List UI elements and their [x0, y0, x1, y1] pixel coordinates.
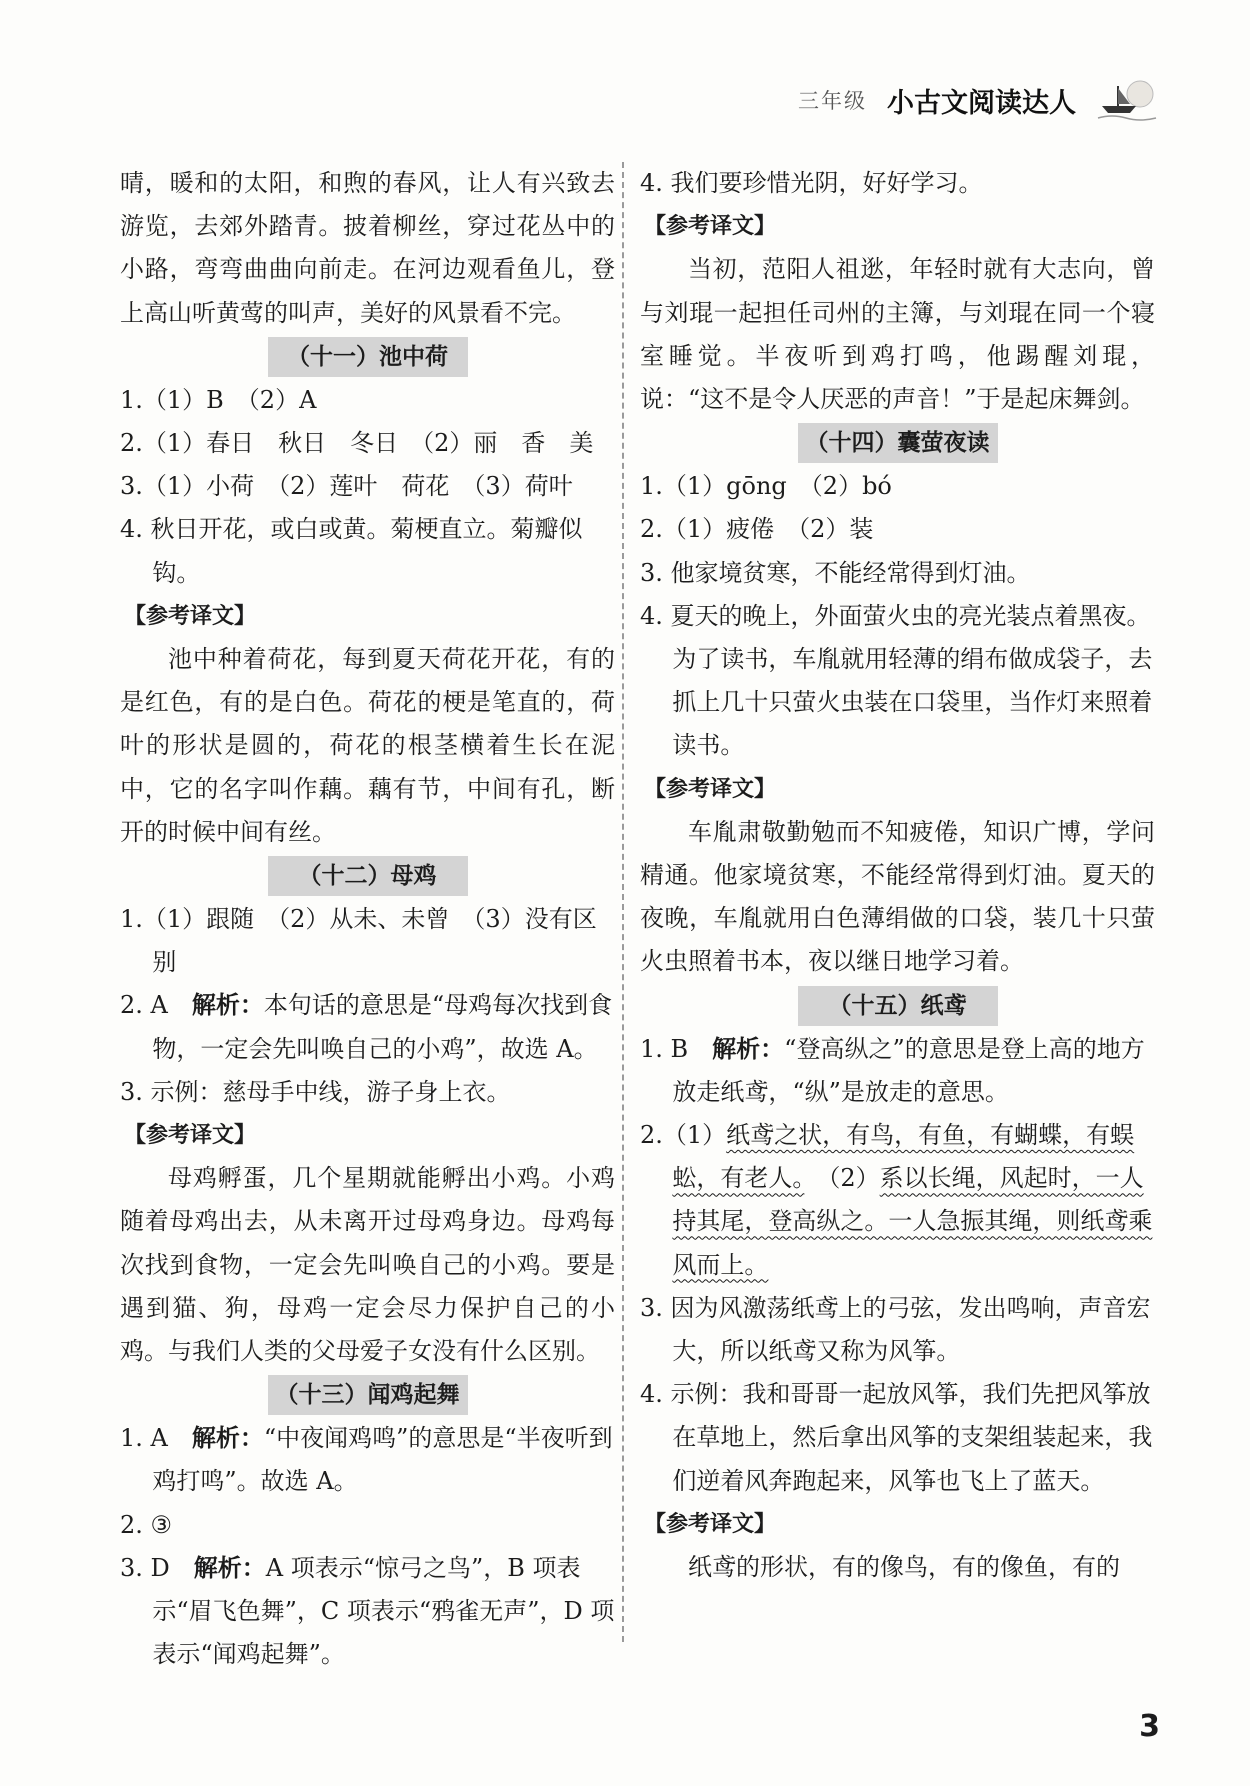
s15-answer-1-number: 1. B	[640, 1034, 713, 1063]
s14-reference-label: 【参考译文】	[644, 776, 777, 802]
s13-translation: 当初，范阳人祖逖，年轻时就有大志向，曾与刘琨一起担任司州的主簿，与刘琨在同一个寝室睡觉。半夜听到鸡打鸣，他踢醒刘琨，说：“这不是令人厌恶的声音！”于是起床舞剑。	[640, 255, 1155, 414]
s13-answer-1-number: 1. A	[120, 1424, 192, 1453]
analysis-label: 解析：	[193, 1553, 266, 1582]
section-13-title: （十三）闻鸡起舞	[268, 1375, 468, 1415]
intro-paragraph: 晴，暖和的太阳，和煦的春风，让人有兴致去游览，去郊外踏青。披着柳丝，穿过花丛中的小路，弯弯曲曲向前走。在河边观看鱼儿，登上高山听黄莺的叫声，美好的风景看不完。	[120, 169, 615, 327]
s14-answer-3: 3. 他家境贫寒，不能经常得到灯油。	[640, 558, 1031, 587]
boat-logo-icon	[1096, 76, 1160, 124]
s15-reference-label: 【参考译文】	[644, 1511, 777, 1537]
s13-answer-4: 4. 我们要珍惜光阴，好好学习。	[640, 169, 983, 197]
s15-answer-2-sub: （2）	[804, 1164, 880, 1193]
book-title: 小古文阅读达人	[887, 87, 1076, 119]
section-12-title: （十二）母鸡	[268, 856, 468, 896]
s14-answer-1: 1.（1）gōng （2）bó	[640, 472, 892, 501]
s12-answer-3: 3. 示例：慈母手中线，游子身上衣。	[120, 1077, 511, 1106]
s11-translation: 池中种着荷花，每到夏天荷花开花，有的是红色，有的是白色。荷花的梗是笔直的，荷叶的形状是圆的，荷花的根茎横着生长在泥中，它的名字叫作藕。藕有节，中间有孔，断开的时候中间有丝。	[120, 645, 615, 846]
s14-translation: 车胤肃敬勤勉而不知疲倦，知识广博，学问精通。他家境贫寒，不能经常得到灯油。夏天的夜晚，车胤就用白色薄绢做的口袋，装几十只萤火虫照着书本，夜以继日地学习着。	[640, 817, 1155, 976]
s12-translation: 母鸡孵蛋，几个星期就能孵出小鸡。小鸡随着母鸡出去，从未离开过母鸡身边。母鸡每次找到食物，一定会先叫唤自己的小鸡。要是遇到猫、狗，母鸡一定会尽力保护自己的小鸡。与我们人类的父母爱子女没有什么区别。	[120, 1164, 615, 1366]
s13-answer-3-text: A 项表示“惊弓之鸟”，B 项表示“眉飞色舞”，C 项表示“鸦雀无声”，D 项表示“闻鸡起舞”。	[152, 1553, 615, 1669]
grade-label: 三年级	[798, 89, 867, 113]
section-14-title: （十四）囊萤夜读	[798, 423, 998, 463]
s14-answer-4: 4. 夏天的晚上，外面萤火虫的亮光装点着黑夜。为了读书，车胤就用轻薄的绢布做成袋子，去抓上几十只萤火虫装在口袋里，当作灯来照着读书。	[640, 601, 1153, 760]
s12-answer-2-number: 2. A	[120, 991, 192, 1020]
underlined-quote-2: 系以长绳，风起时，一人持其尾，登高纵之。一人急振其绳，则纸鸢乘风而上。	[672, 1164, 1153, 1279]
s15-answer-4: 4. 示例：我和哥哥一起放风筝，我们先把风筝放在草地上，然后拿出风筝的支架组装起来，我们逆着风奔跑起来，风筝也飞上了蓝天。	[640, 1380, 1153, 1495]
s14-answer-2: 2.（1）疲倦 （2）装	[640, 515, 874, 544]
section-15-title: （十五）纸鸢	[798, 986, 998, 1026]
left-column	[120, 162, 615, 1677]
s12-answer-1: 1.（1）跟随 （2）从未、未曾 （3）没有区别	[120, 905, 597, 977]
s15-translation: 纸鸢的形状，有的像鸟，有的像鱼，有的	[688, 1553, 1120, 1582]
s11-answer-4: 4. 秋日开花，或白或黄。菊梗直立。菊瓣似钩。	[120, 515, 583, 587]
analysis-label: 解析：	[191, 991, 264, 1020]
s13-answer-1	[120, 1417, 615, 1503]
underlined-quote-1: 纸鸢之状，有鸟，有鱼，有蝴蝶，有蜈蚣，有老人。	[672, 1121, 1135, 1193]
analysis-label: 解析：	[191, 1424, 264, 1453]
s11-answer-1: 1.（1）B （2）A	[120, 385, 317, 414]
s12-answer-2	[120, 984, 615, 1070]
s15-answer-2-number: 2.（1）	[640, 1121, 727, 1150]
s15-answer-3: 3. 因为风激荡纸鸢上的弓弦，发出鸣响，声音宏大，所以纸鸢又称为风筝。	[640, 1293, 1151, 1366]
s12-answer-2-text: 本句话的意思是“母鸡每次找到食物，一定会先叫唤自己的小鸡”，故选 A。	[152, 991, 613, 1063]
page-number: 3	[1139, 1709, 1160, 1744]
s12-reference-label: 【参考译文】	[124, 1123, 257, 1149]
s13-answer-3	[120, 1547, 615, 1677]
s15-answer-2	[640, 1114, 1155, 1287]
s13-reference-label: 【参考译文】	[644, 214, 777, 240]
right-column	[640, 162, 1155, 1589]
column-divider	[622, 162, 624, 1642]
analysis-label: 解析：	[712, 1034, 785, 1063]
s13-answer-1-text: “中夜闻鸡鸣”的意思是“半夜听到鸡打鸣”。故选 A。	[152, 1424, 613, 1496]
s13-answer-3-number: 3. D	[120, 1553, 194, 1582]
section-11-title: （十一）池中荷	[268, 337, 468, 377]
s15-answer-1	[640, 1028, 1155, 1114]
s15-answer-1-text: “登高纵之”的意思是登上高的地方放走纸鸢，“纵”是放走的意思。	[672, 1034, 1145, 1106]
s13-answer-2: 2. ③	[120, 1510, 173, 1539]
page-header	[798, 70, 1160, 130]
s11-reference-label: 【参考译文】	[124, 603, 257, 629]
s11-answer-2: 2.（1）春日 秋日 冬日 （2）丽 香 美	[120, 429, 594, 458]
s11-answer-3: 3.（1）小荷 （2）莲叶 荷花 （3）荷叶	[120, 472, 573, 501]
